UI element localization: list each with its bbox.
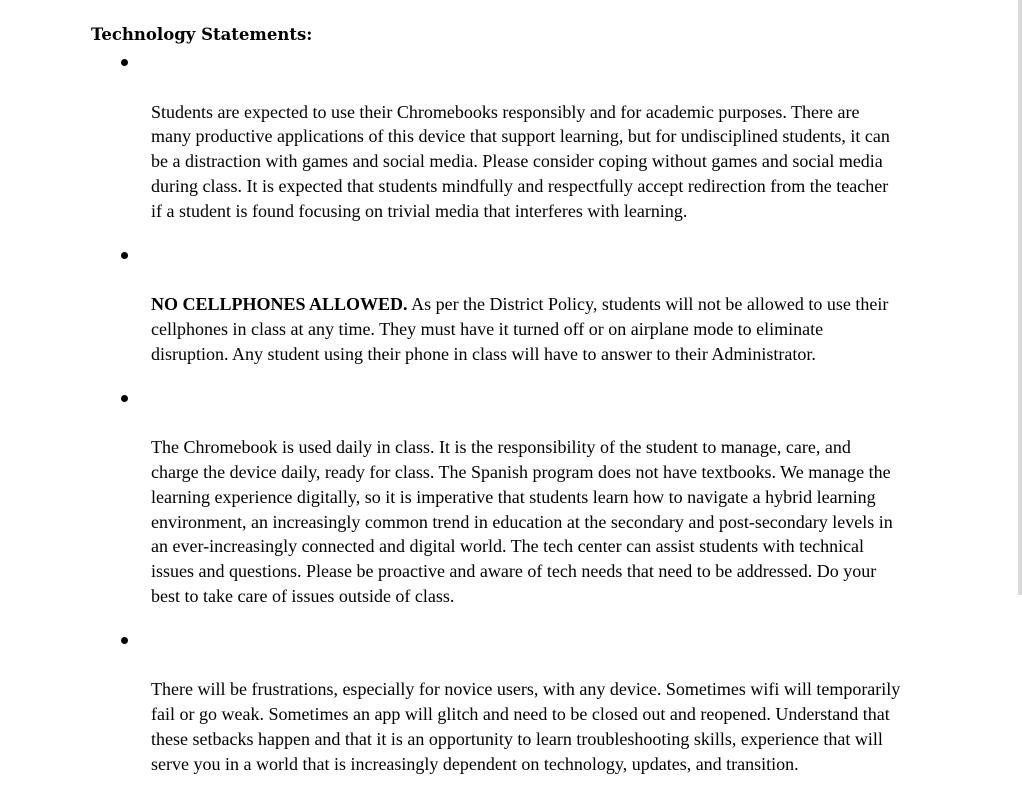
item-text: As per the District Policy, students will not be allowed to use their cellphones in class at any time. They must have it turned off or on airplane mode to eliminate disruption. Any student using their phone in class will have to answer to their Administrator. — [151, 294, 889, 364]
list-item — [151, 243, 966, 367]
bullet-icon — [121, 252, 128, 259]
list-item — [151, 50, 966, 224]
list-item — [151, 386, 966, 609]
item-text: There will be frustrations, especially for novice users, with any device. Sometimes wifi will temporarily fail or go weak. Sometimes an app will glitch and need to be closed out and reopened. Understand that these setbacks happen and that it is an opportunity to learn troubleshooting skills, experience that will serve you in a world that is increasingly dependent on technology, updates, and transition. — [151, 679, 901, 774]
bullet-icon — [121, 395, 128, 402]
bullet-icon — [121, 637, 128, 644]
list-item — [151, 628, 966, 777]
item-text: The Chromebook is used daily in class. It is the responsibility of the student to manage, care, and charge the device daily, ready for class. The Spanish program does not have textbooks. We manage the learning experience digitally, so it is imperative that students learn how to navigate a hybrid learning environment, an increasingly common trend in education at the secondary and post-secondary levels in an ever-increasingly connected and digital world. The tech center can assist students with technical issues and questions. Please be proactive and aware of tech needs that need to be addressed. Do your best to take care of issues outside of class. — [151, 437, 893, 606]
bullet-icon — [121, 59, 128, 66]
section-heading: Technology Statements: — [91, 25, 313, 44]
item-text: Students are expected to use their Chromebooks responsibly and for academic purposes. There are many productive applications of this device that support learning, but for undisciplined students, it can be a distraction with games and social media. Please consider coping without games and social media during class. It is expected that students mindfully and respectfully accept redirection from the teacher if a student is found focusing on trivial media that interferes with learning. — [151, 101, 890, 221]
page-edge-divider — [1018, 0, 1022, 595]
technology-statements-list — [151, 50, 966, 796]
item-bold-lead: NO CELLPHONES ALLOWED. — [151, 294, 408, 315]
